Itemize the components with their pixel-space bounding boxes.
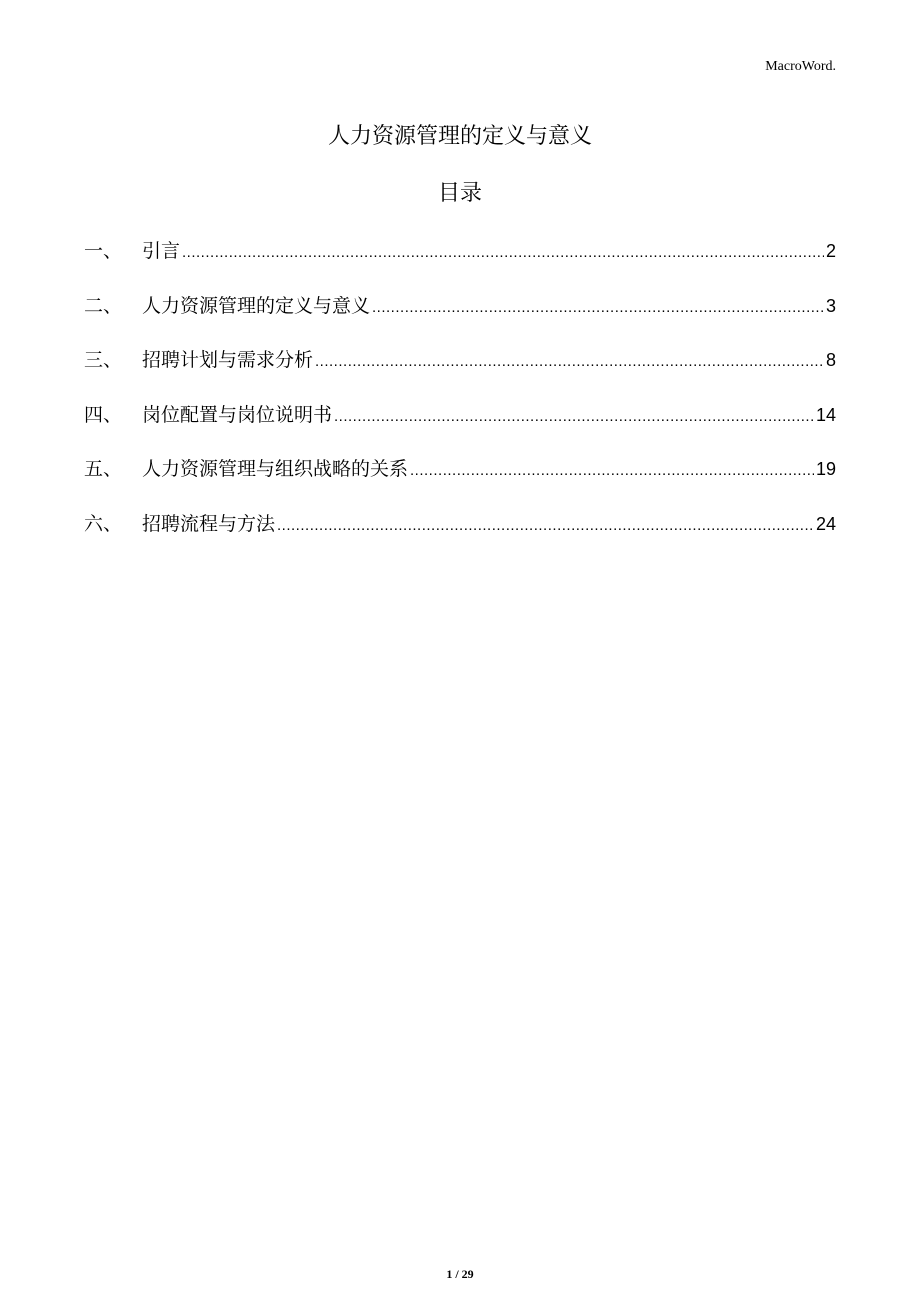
toc-entry-title[interactable]: 人力资源管理与组织战略的关系 <box>142 458 409 480</box>
toc-entry-6[interactable] <box>84 506 836 561</box>
toc-entry-title[interactable]: 招聘计划与需求分析 <box>142 349 314 371</box>
toc-entry-1[interactable] <box>84 233 836 288</box>
toc-entry-page[interactable]: 19 <box>815 459 836 479</box>
toc-entry-title[interactable]: 招聘流程与方法 <box>142 512 276 535</box>
page-indicator: 1 / 29 <box>446 1267 474 1281</box>
toc-dot-leader <box>277 508 814 544</box>
toc-entry-number: 二、 <box>84 294 123 317</box>
toc-entry-title[interactable]: 人力资源管理的定义与意义 <box>142 294 371 317</box>
toc-entry-title[interactable]: 岗位配置与岗位说明书 <box>142 403 333 426</box>
toc-dot-leader <box>410 453 814 489</box>
toc-dot-leader <box>372 290 824 326</box>
toc-entry-4[interactable] <box>84 397 836 452</box>
toc-dot-leader <box>315 344 824 380</box>
header-brand: MacroWord. <box>765 59 836 74</box>
toc-entry-number: 六、 <box>84 512 123 535</box>
table-of-contents <box>84 233 836 560</box>
toc-dot-leader <box>334 399 814 435</box>
toc-dot-leader <box>182 235 824 271</box>
toc-heading: 目录 <box>437 181 482 206</box>
toc-entry-2[interactable] <box>84 288 836 343</box>
toc-entry-page[interactable]: 2 <box>825 241 836 261</box>
toc-entry-page[interactable]: 24 <box>815 513 836 534</box>
toc-entry-number: 三、 <box>84 349 123 371</box>
toc-entry-number: 五、 <box>84 458 123 480</box>
toc-entry-title[interactable]: 引言 <box>142 240 181 262</box>
toc-entry-number: 四、 <box>84 403 123 426</box>
toc-entry-page[interactable]: 8 <box>825 350 836 370</box>
toc-entry-5[interactable] <box>84 451 836 506</box>
document-title: 人力资源管理的定义与意义 <box>327 124 592 149</box>
toc-entry-page[interactable]: 14 <box>815 404 836 425</box>
toc-entry-number: 一、 <box>84 240 123 262</box>
toc-entry-page[interactable]: 3 <box>825 295 836 316</box>
toc-entry-3[interactable] <box>84 342 836 397</box>
